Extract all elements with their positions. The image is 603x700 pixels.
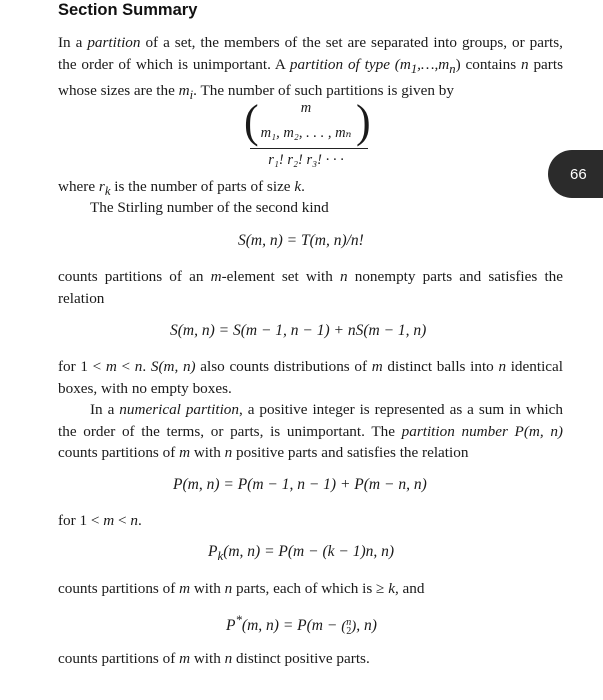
multinomial-fraction xyxy=(236,95,376,172)
term-partition: partition xyxy=(87,34,141,51)
text-run: with xyxy=(190,444,225,461)
pstar-paragraph xyxy=(58,648,563,670)
subscript: n xyxy=(449,61,456,76)
math-run: S(m, n) xyxy=(150,358,196,375)
text-run: also counts distributions of xyxy=(195,358,372,375)
term-partition-number: partition number P(m, n) xyxy=(401,422,563,440)
fraction-denominator: r₁! r₂! r₃! · · · xyxy=(268,152,344,168)
numerical-paragraph xyxy=(58,399,563,464)
math-run: m xyxy=(103,512,115,529)
math-run: n xyxy=(498,358,507,375)
math-run: P xyxy=(226,617,236,635)
text-run: -element set with xyxy=(221,268,340,285)
text-run: . xyxy=(301,178,305,195)
math-run: m xyxy=(105,358,117,375)
text-run: < xyxy=(116,358,135,375)
text-run: . The number of such partitions is given by xyxy=(193,82,454,100)
binom-left-paren: ( xyxy=(341,618,347,635)
math-run: k xyxy=(294,178,302,195)
for-paragraph-2 xyxy=(58,510,563,532)
math-run: (m xyxy=(389,55,411,73)
text-run: ) contains xyxy=(455,55,521,73)
text-run: of a set, the members of the set are separated into groups, or parts, the order of which is unimportant. A xyxy=(58,34,563,73)
text-run: < xyxy=(114,512,131,529)
equation-partition: P(m, n) = P(m − 1, n − 1) + P(m − n, n) xyxy=(173,476,427,493)
intro-paragraph xyxy=(58,32,563,107)
math-run: r xyxy=(98,178,105,195)
text-run: where xyxy=(58,178,99,195)
text-run: nonempty parts and satisfies the relation xyxy=(58,268,563,307)
equation-stirling: S(m, n) = T(m, n)/n! xyxy=(238,232,364,249)
stirling-intro: The Stirling number of the second kind xyxy=(90,199,329,216)
math-run: n xyxy=(224,650,233,667)
math-run: n xyxy=(224,580,233,597)
math-run: n xyxy=(340,268,348,285)
superscript: * xyxy=(235,612,242,627)
text-run: counts partitions of xyxy=(58,580,180,597)
section-heading: Section Summary xyxy=(58,1,198,19)
math-run: ,…,m xyxy=(417,55,450,73)
text-run: counts partitions of xyxy=(58,650,180,667)
counts-paragraph xyxy=(58,266,563,309)
text-run: distinct positive parts. xyxy=(232,650,370,667)
text-run: with xyxy=(190,580,225,597)
term-numerical-partition: numerical partition xyxy=(119,401,239,418)
text-run: for 1 < xyxy=(58,512,104,529)
text-run: counts partitions of xyxy=(58,444,180,461)
math-run: m xyxy=(178,82,190,100)
binom-top: n xyxy=(346,616,352,628)
text-run: for 1 < xyxy=(58,358,106,375)
text-run: positive parts and satisfies the relation xyxy=(232,444,469,461)
math-run: n xyxy=(521,55,529,73)
math-run: n xyxy=(224,444,233,461)
pk-paragraph xyxy=(58,578,563,600)
math-run: m xyxy=(179,444,191,461)
math-run: m xyxy=(371,358,383,375)
equation-recurrence: S(m, n) = S(m − 1, n − 1) + nS(m − 1, n) xyxy=(170,322,427,339)
binom-right-paren: ) xyxy=(351,618,357,635)
text-run: . xyxy=(142,358,151,375)
text-run: counts partitions of an xyxy=(58,268,211,285)
fraction-top: m xyxy=(300,100,312,116)
right-paren: ) xyxy=(356,95,371,148)
fraction-bar xyxy=(250,148,368,149)
page-number: 66 xyxy=(570,165,587,183)
math-run: m xyxy=(179,650,191,667)
text-run: parts, each of which is ≥ xyxy=(232,580,389,597)
text-run: , and xyxy=(394,580,425,597)
math-run: , n) xyxy=(356,617,377,635)
math-run: (m, n) = P(m − xyxy=(241,617,342,635)
binomial-n-choose-2 xyxy=(341,618,356,636)
math-run: k xyxy=(388,580,395,597)
equation-pstar xyxy=(226,612,377,636)
text-run: with xyxy=(190,650,225,667)
text-run: distinct balls into xyxy=(382,358,499,375)
text-run: parts whose sizes are the xyxy=(58,55,563,100)
subscript: k xyxy=(217,548,224,564)
subscript: 1 xyxy=(410,61,418,76)
binom-bottom: 2 xyxy=(346,625,352,637)
subscript: k xyxy=(104,184,111,199)
text-run: In a xyxy=(90,401,120,418)
for-paragraph xyxy=(58,356,563,399)
equation-pk xyxy=(208,543,394,564)
text-run: In a xyxy=(58,34,88,51)
math-run: P xyxy=(208,543,218,560)
math-run: (m, n) = P(m − (k − 1)n, n) xyxy=(223,543,395,560)
text-run: identical boxes, with no empty boxes. xyxy=(58,358,563,397)
text-run: is the number of parts of size xyxy=(110,178,295,195)
math-run: n xyxy=(134,358,143,375)
term-partition-of-type: partition of type xyxy=(289,55,390,73)
text-run: , a positive integer is represented as a sum in which the order of the terms, or parts, is unimportant. The xyxy=(58,401,564,440)
fraction-bottom: m₁, m₂, . . . , mₙ xyxy=(260,125,352,141)
math-run: m xyxy=(210,268,222,285)
subscript: i xyxy=(189,88,194,103)
math-run: n xyxy=(130,512,138,529)
text-run: . xyxy=(138,512,142,529)
math-run: m xyxy=(179,580,191,597)
left-paren: ( xyxy=(244,95,259,148)
